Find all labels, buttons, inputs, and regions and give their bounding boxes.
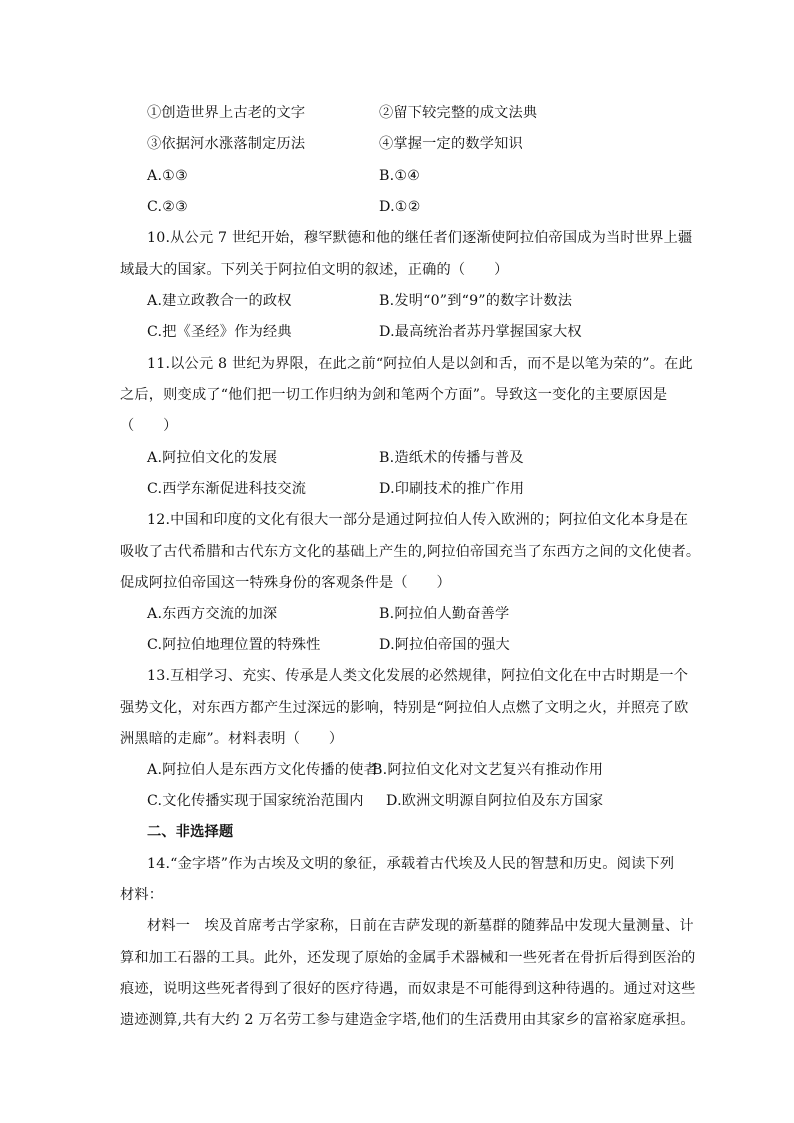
q9-choice-d[interactable]: D.①② [379,199,421,215]
q9-choice-a[interactable]: A.①③ [147,168,188,184]
q10-stem-line-2: 域最大的国家。下列关于阿拉伯文明的叙述，正确的（ ） [120,262,509,278]
q12-stem-line-1: 12.中国和印度的文化有很大一部分是通过阿拉伯人传入欧洲的；阿拉伯文化本身是在 [147,512,689,528]
q10-choice-d[interactable]: D.最高统治者苏丹掌握国家大权 [379,324,582,340]
q11-choice-c[interactable]: C.西学东渐促进科技交流 [147,481,307,497]
q13-stem-line-2: 强势文化，对东西方都产生过深远的影响，特别是“阿拉伯人点燃了文明之火，并照亮了欧 [120,700,689,716]
q12-stem-line-2: 吸收了古代希腊和古代东方文化的基础上产生的,阿拉伯帝国充当了东西方之间的文化使者。 [120,544,701,560]
q9-option-2: ②留下较完整的成文法典 [379,105,538,121]
q14-material1-line-3: 痕迹，说明这些死者得到了很好的医疗待遇，而奴隶是不可能得到这种待遇的。通过对这些 [120,981,696,997]
q14-material1-line-2: 算和加工石器的工具。此外，还发现了原始的金属手术器械和一些死者在骨折后得到医治的 [120,950,696,966]
q11-choice-a[interactable]: A.阿拉伯文化的发展 [147,450,278,466]
q13-choice-a[interactable]: A.阿拉伯人是东西方文化传播的使者 [147,762,378,778]
q10-choice-b[interactable]: B.发明“0”到“9”的数字计数法 [379,293,573,309]
q13-choice-d[interactable]: D.欧洲文明源自阿拉伯及东方国家 [386,793,604,809]
q12-choice-a[interactable]: A.东西方交流的加深 [147,606,278,622]
q14-material1-line-4: 遗迹测算,共有大约 2 万名劳工参与建造金字塔,他们的生活费用由其家乡的富裕家庭承担。 [120,1012,695,1028]
section-heading-non-choice: 二、非选择题 [147,824,234,840]
q12-choice-b[interactable]: B.阿拉伯人勤奋善学 [379,606,510,622]
q14-stem-line-1: 14.“金字塔”作为古埃及文明的象征，承载着古代埃及人民的智慧和历史。阅读下列 [147,856,675,872]
q12-choice-c[interactable]: C.阿拉伯地理位置的特殊性 [147,637,321,653]
q14-material1-line-1: 材料一 埃及首席考古学家称，日前在吉萨发现的新墓群的随葬品中发现大量测量、计 [147,918,694,934]
q11-stem-line-1: 11.以公元 8 世纪为界限，在此之前“阿拉伯人是以剑和舌，而不是以笔为荣的”。在此 [147,356,693,372]
q13-choice-b[interactable]: B.阿拉伯文化对文艺复兴有推动作用 [372,762,604,778]
q10-choice-a[interactable]: A.建立政教合一的政权 [147,293,292,309]
q9-option-4: ④掌握一定的数学知识 [379,136,523,152]
q9-choice-c[interactable]: C.②③ [147,199,189,215]
q9-option-1: ①创造世界上古老的文字 [147,105,306,121]
q9-option-3: ③依据河水涨落制定历法 [147,136,306,152]
q13-choice-c[interactable]: C.文化传播实现于国家统治范围内 [147,793,364,809]
q11-stem-line-2: 之后，则变成了“他们把一切工作归纳为剑和笔两个方面”。导致这一变化的主要原因是 [120,387,668,403]
q11-stem-line-3: （ ） [120,418,178,434]
q14-stem-line-2: 材料： [120,887,164,903]
q11-choice-d[interactable]: D.印刷技术的推广作用 [379,481,525,497]
q10-stem-line-1: 10.从公元 7 世纪开始，穆罕默德和他的继任者们逐渐使阿拉伯帝国成为当时世界上疆 [147,230,693,246]
q10-choice-c[interactable]: C.把《圣经》作为经典 [147,324,292,340]
q13-stem-line-3: 洲黑暗的走廊”。材料表明（ ） [120,731,344,747]
q13-stem-line-1: 13.互相学习、充实、传承是人类文化发展的必然规律，阿拉伯文化在中古时期是一个 [147,668,689,684]
q11-choice-b[interactable]: B.造纸术的传播与普及 [379,450,524,466]
q12-choice-d[interactable]: D.阿拉伯帝国的强大 [379,637,510,653]
q9-choice-b[interactable]: B.①④ [379,168,421,184]
q12-stem-line-3: 促成阿拉伯帝国这一特殊身份的客观条件是（ ） [120,575,451,591]
